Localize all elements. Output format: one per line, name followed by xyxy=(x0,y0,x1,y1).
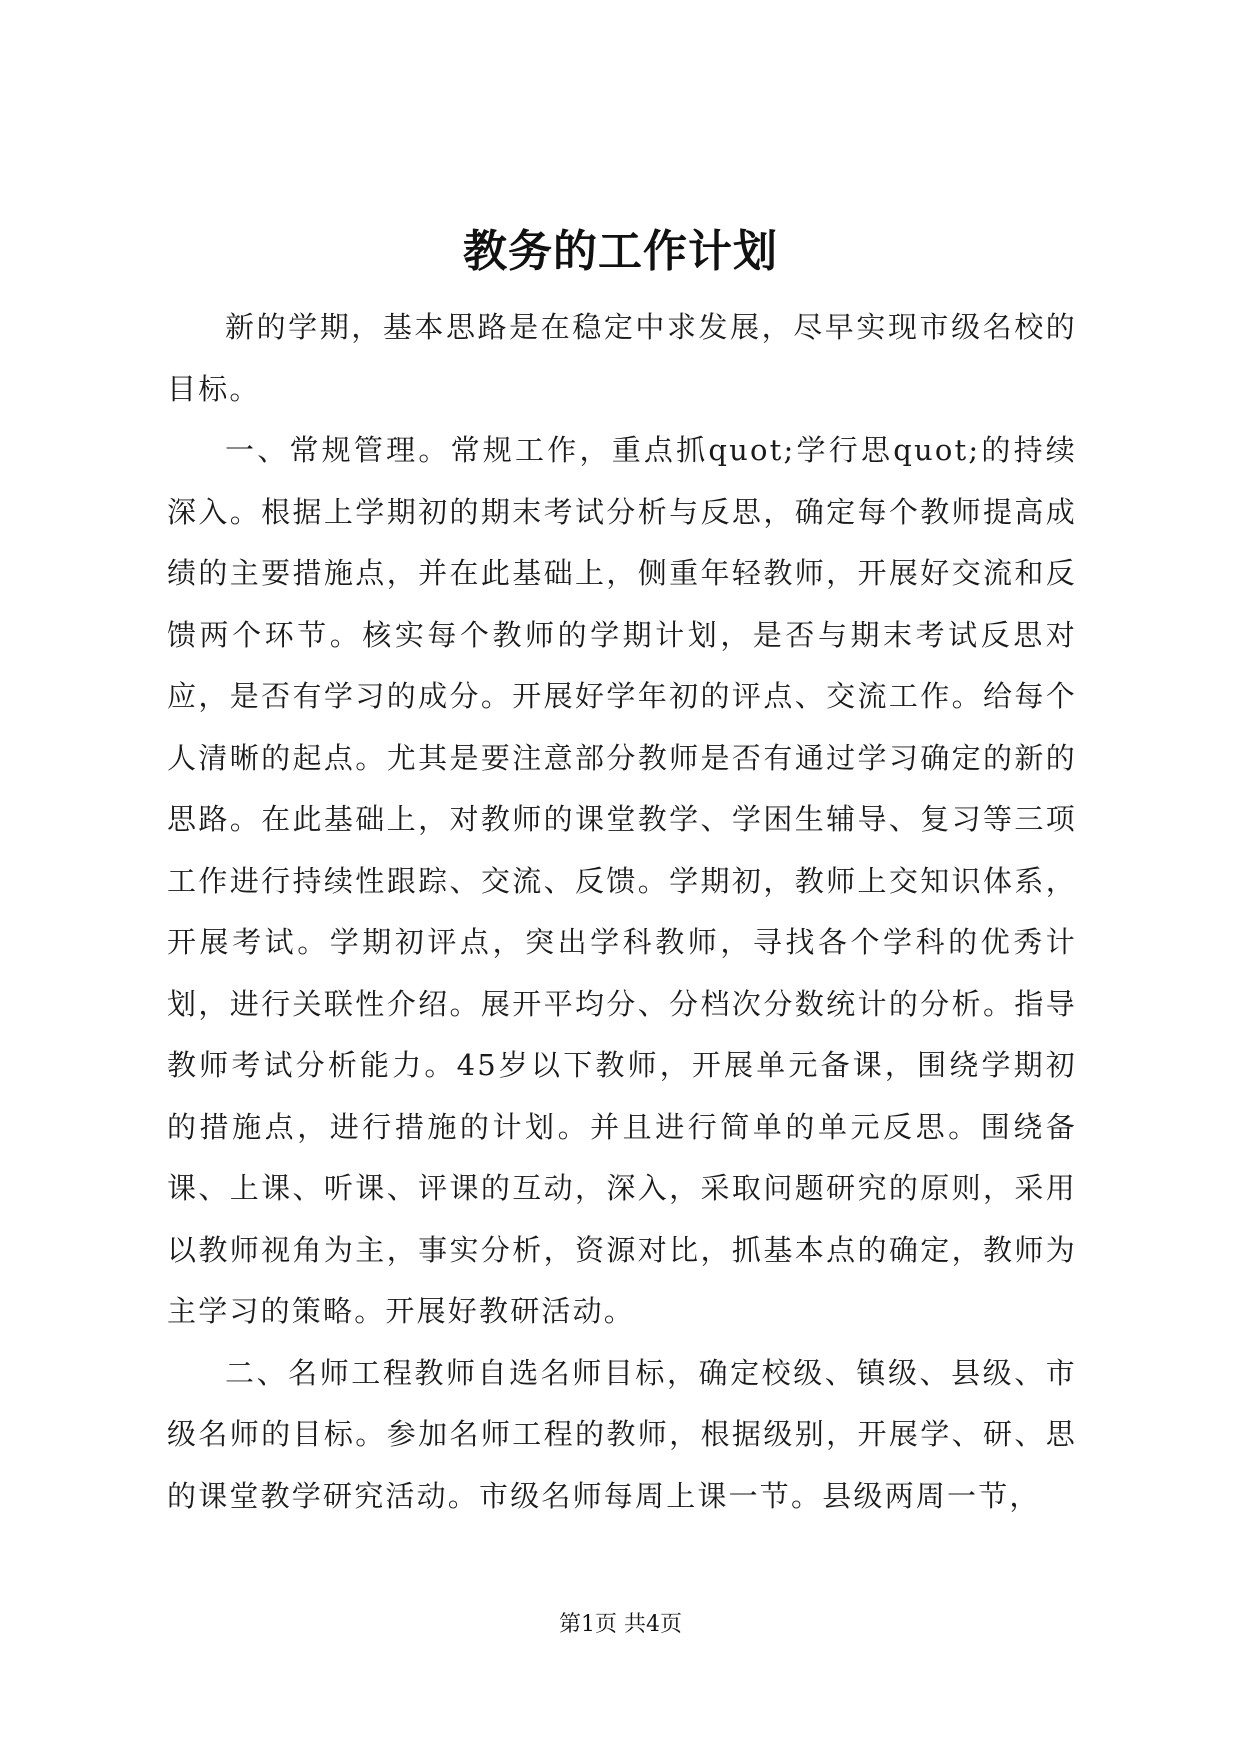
paragraph-routine-management: 一、常规管理。常规工作，重点抓quot;学行思quot;的持续深入。根据上学期初的期末考试分析与反思，确定每个教师提高成绩的主要措施点，并在此基础上，侧重年轻教师，开展好交流和反馈两个环节。核实每个教师的学期计划，是否与期末考试反思对应，是否有学习的成分。开展好学年初的评点、交流工作。给每个人清晰的起点。尤其是要注意部分教师是否有通过学习确定的新的思路。在此基础上，对教师的课堂教学、学困生辅导、复习等三项工作进行持续性跟踪、交流、反馈。学期初，教师上交知识体系，开展考试。学期初评点，突出学科教师，寻找各个学科的优秀计划，进行关联性介绍。展开平均分、分档次分数统计的分析。指导教师考试分析能力。45岁以下教师，开展单元备课，围绕学期初的措施点，进行措施的计划。并且进行简单的单元反思。围绕备课、上课、听课、评课的互动，深入，采取问题研究的原则，采用以教师视角为主，事实分析，资源对比，抓基本点的确定，教师为主学习的策略。开展好教研活动。 xyxy=(167,433,1077,1328)
document-body xyxy=(167,297,1077,1527)
page-number-footer: 第1页 共4页 xyxy=(559,1612,682,1637)
paragraph-famous-teacher-project: 二、名师工程教师自选名师目标，确定校级、镇级、县级、市级名师的目标。参加名师工程的教师，根据级别，开展学、研、思的课堂教学研究活动。市级名师每周上课一节。县级两周一节， xyxy=(167,1355,1077,1513)
document-title: 教务的工作计划 xyxy=(463,226,778,277)
paragraph-intro: 新的学期，基本思路是在稳定中求发展，尽早实现市级名校的目标。 xyxy=(167,310,1077,406)
